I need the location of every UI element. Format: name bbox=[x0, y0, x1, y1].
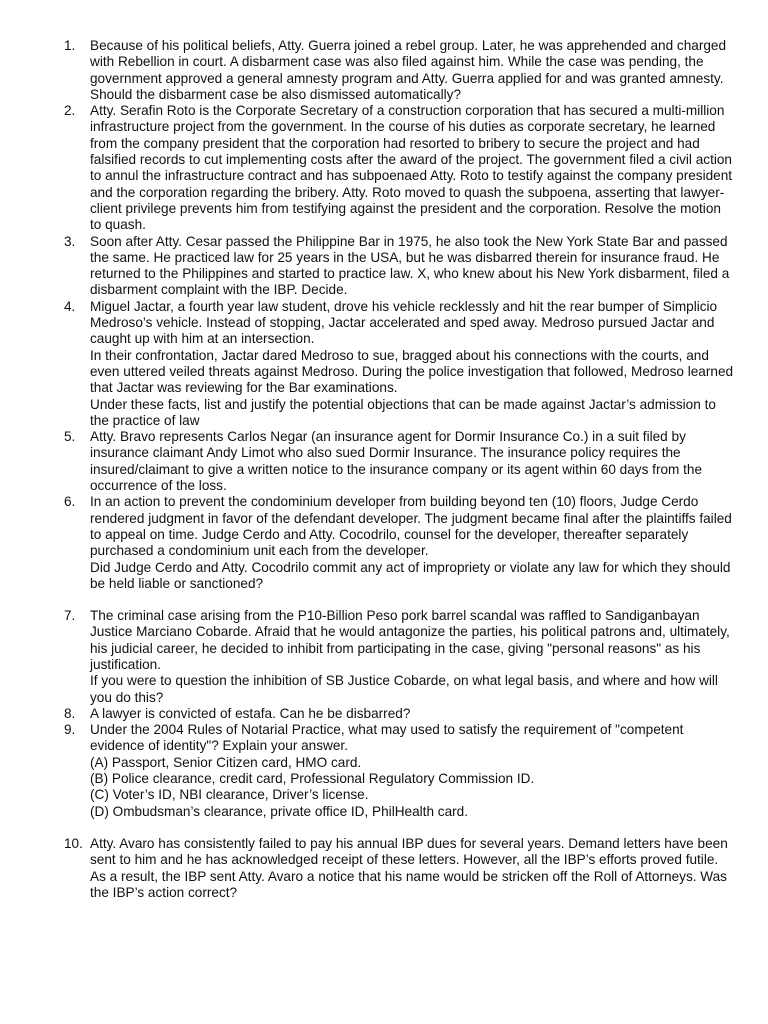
question-item bbox=[64, 103, 734, 233]
question-number: 4. bbox=[64, 298, 76, 314]
question-item bbox=[64, 299, 734, 429]
question-number: 5. bbox=[64, 429, 76, 445]
question-item bbox=[64, 608, 734, 706]
question-paragraph: If you were to question the inhibition of SB Justice Cobarde, on what legal basis, and where and how will you do this? bbox=[90, 673, 718, 705]
answer-option: (D) Ombudsman’s clearance, private office ID, PhilHealth card. bbox=[90, 803, 469, 819]
question-text: Atty. Serafin Roto is the Corporate Secretary of a construction corporation that has secured a multi-million infrastructure project from the government. In the course of his duties as corporate secretary, he learned from the company president that the corporation had resorted to bribery to secure the project and had falsified records to cut implementing costs after the award of the project. The government filed a civil action to annul the infrastructure contract and has subpoenaed Atty. Roto to testify against the company president and the corporation regarding the bribery. Atty. Roto moved to quash the subpoena, asserting that lawyer-client privilege prevents him from testifying against the president and the corporation. Resolve the motion to quash. bbox=[90, 103, 733, 233]
question-number: 1. bbox=[64, 38, 76, 53]
question-item bbox=[64, 234, 734, 299]
question-item bbox=[64, 429, 734, 494]
question-paragraph: Did Judge Cerdo and Atty. Cocodrilo commit any act of impropriety or violate any law for which they should be held liable or sanctioned? bbox=[90, 559, 731, 591]
question-text: In an action to prevent the condominium developer from building beyond ten (10) floors, Judge Cerdo rendered judgment in favor of the defendant developer. The judgment became final after the plaintiffs failed to appeal on time. Judge Cerdo and Atty. Cocodrilo, counsel for the developer, thereafter separately purchased a condominium unit each from the developer. bbox=[90, 494, 732, 559]
question-number: 10. bbox=[64, 835, 83, 851]
question-text: Atty. Avaro has consistently failed to pay his annual IBP dues for several years. Demand letters have been sent to him and he has acknowledged receipt of these letters. However, all the IBP’s efforts proved futile. As a result, the IBP sent Atty. Avaro a notice that his name would be stricken off the Roll of Attorneys. Was the IBP’s action correct? bbox=[90, 835, 728, 900]
answer-option: (A) Passport, Senior Citizen card, HMO card. bbox=[90, 754, 362, 770]
question-number: 2. bbox=[64, 103, 76, 119]
question-paragraph: Under these facts, list and justify the potential objections that can be made against Jactar’s admission to the practice of law bbox=[90, 396, 716, 428]
question-text: Miguel Jactar, a fourth year law student, drove his vehicle recklessly and hit the rear bumper of Simplicio Medroso’s vehicle. Instead of stopping, Jactar accelerated and sped away. Medroso pursued Jactar and caught up with him at an intersection. bbox=[90, 298, 718, 347]
question-number: 9. bbox=[64, 722, 76, 738]
question-text: Under the 2004 Rules of Notarial Practice, what may used to satisfy the requirement of "competent evidence of identity"? Explain your answer. bbox=[90, 722, 684, 754]
question-list bbox=[64, 38, 734, 901]
question-number: 8. bbox=[64, 705, 76, 721]
question-item bbox=[64, 706, 734, 722]
question-number: 7. bbox=[64, 608, 76, 624]
question-text: Soon after Atty. Cesar passed the Philippine Bar in 1975, he also took the New York State Bar and passed the same. He practiced law for 25 years in the USA, but he was disbarred therein for insurance fraud. He returned to the Philippines and started to practice law. X, who knew about his New York disbarment, filed a disbarment complaint with the IBP. Decide. bbox=[90, 233, 730, 298]
question-number: 6. bbox=[64, 494, 76, 510]
question-paragraph: In their confrontation, Jactar dared Medroso to sue, bragged about his connections with the courts, and even uttered veiled threats against Medroso. During the police investigation that followed, Medroso learned that Jactar was reviewing for the Bar examinations. bbox=[90, 347, 734, 396]
question-item bbox=[64, 722, 734, 820]
answer-option: (B) Police clearance, credit card, Professional Regulatory Commission ID. bbox=[90, 771, 535, 787]
question-item bbox=[64, 836, 734, 901]
question-number: 3. bbox=[64, 233, 76, 249]
question-item bbox=[64, 38, 734, 103]
answer-option: (C) Voter’s ID, NBI clearance, Driver’s license. bbox=[90, 787, 369, 803]
question-item bbox=[64, 494, 734, 592]
question-text: The criminal case arising from the P10-Billion Peso pork barrel scandal was raffled to Sandiganbayan Justice Marciano Cobarde. Afraid that he would antagonize the parties, his political patrons and, ultimately, his judicial career, he decided to inhibit from participating in the case, giving "personal reasons" as his justification. bbox=[90, 608, 730, 672]
question-text: A lawyer is convicted of estafa. Can he be disbarred? bbox=[90, 705, 411, 721]
question-text: Atty. Bravo represents Carlos Negar (an insurance agent for Dormir Insurance Co.) in a suit filed by insurance claimant Andy Limot who also sued Dormir Insurance. The insurance policy requires the insured/claimant to give a written notice to the insurance company or its agent within 60 days from the occurrence of the loss. bbox=[90, 429, 703, 494]
question-text: Because of his political beliefs, Atty. Guerra joined a rebel group. Later, he was apprehended and charged with Rebellion in court. A disbarment case was also filed against him. While the case was pending, the government approved a general amnesty program and Atty. Guerra applied for and was granted amnesty. Should the disbarment case be also dismissed automatically? bbox=[90, 38, 727, 102]
